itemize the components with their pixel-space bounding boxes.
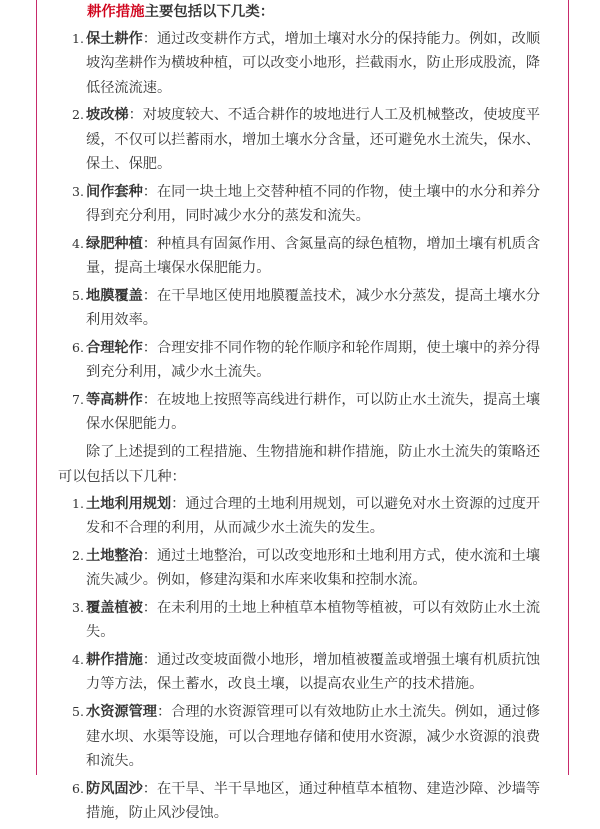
item-number: 5.: [72, 287, 84, 303]
list-item: [58, 103, 552, 176]
list-item: [58, 27, 552, 100]
item-number: 3.: [72, 600, 84, 616]
item-term: 地膜覆盖: [86, 287, 143, 304]
list-item: [58, 648, 552, 697]
list-item: [58, 492, 552, 541]
item-number: 5.: [72, 704, 84, 720]
list-item: [58, 336, 552, 385]
item-term: 等高耕作: [86, 392, 143, 409]
item-number: 1.: [72, 31, 84, 46]
item-text: ：合理安排不同作物的轮作顺序和轮作周期，使土壤中的养分得到充分利用，减少水土流失。: [86, 340, 541, 381]
item-term: 间作套种: [86, 183, 143, 200]
heading-highlight: 耕作措施: [87, 4, 145, 20]
item-term: 土地利用规划: [86, 495, 172, 512]
item-text: ：通过合理的土地利用规划，可以避免对水土资源的过度开发和不合理的利用，从而减少水土流失的发生。: [86, 495, 541, 537]
item-text: ：在干旱、半干旱地区，通过种植草本植物、建造沙障、沙墙等措施，防止风沙侵蚀。: [86, 780, 541, 821]
item-number: 3.: [72, 183, 84, 199]
item-term: 水资源管理: [86, 704, 157, 721]
list-item: [58, 700, 552, 773]
item-number: 6.: [72, 340, 84, 356]
item-term: 坡改梯: [86, 107, 129, 124]
left-border: [36, 0, 37, 775]
item-term: 绿肥种植: [86, 235, 143, 252]
item-term: 保土耕作: [86, 31, 143, 47]
article-content: [58, 2, 552, 829]
list-item: [58, 388, 552, 437]
item-number: 6.: [72, 780, 84, 796]
right-border: [568, 0, 569, 775]
item-number: 2.: [72, 107, 84, 123]
list-item: [58, 777, 552, 826]
item-number: 2.: [72, 547, 84, 563]
list-item: [58, 180, 552, 229]
tillage-measures-list: [58, 27, 552, 437]
item-number: 7.: [72, 392, 84, 408]
item-term: 覆盖植被: [86, 600, 143, 617]
other-strategies-list: [58, 492, 552, 825]
item-text: ：在未利用的土地上种植草本植物等植被，可以有效防止水土流失。: [86, 600, 541, 641]
item-number: 1.: [72, 495, 84, 511]
item-term: 耕作措施: [86, 652, 143, 669]
list-item: [58, 284, 552, 333]
item-text: ：通过改变坡面微小地形，增加植被覆盖或增强土壤有机质抗蚀力等方法，保土蓄水，改良土壤，以提高农业生产的技术措施。: [86, 652, 541, 693]
item-text: ：对坡度较大、不适合耕作的坡地进行人工及机械整改，使坡度平缓，不仅可以拦蓄雨水，增加土壤水分含量，还可避免水土流失，保水、保土、保肥。: [86, 107, 541, 172]
item-text: ：种植具有固氮作用、含氮量高的绿色植物，增加土壤有机质含量，提高土壤保水保肥能力。: [86, 235, 541, 277]
item-text: ：在同一块土地上交替种植不同的作物，使土壤中的水分和养分得到充分利用，同时减少水分的蒸发和流失。: [86, 183, 541, 225]
list-item: [58, 596, 552, 645]
item-text: ：在干旱地区使用地膜覆盖技术，减少水分蒸发，提高土壤水分利用效率。: [86, 287, 541, 329]
heading-rest: 主要包括以下几类：: [144, 4, 275, 20]
item-text: ：通过改变耕作方式，增加土壤对水分的保持能力。例如，改顺坡沟垄耕作为横坡种植，可以改变小地形，拦截雨水，防止形成股流，降低径流流速。: [86, 31, 541, 96]
item-term: 防风固沙: [86, 780, 143, 797]
list-item: [58, 544, 552, 593]
item-text: ：在坡地上按照等高线进行耕作，可以防止水土流失，提高土壤保水保肥能力。: [86, 392, 541, 433]
list-item: [58, 232, 552, 281]
intro-paragraph: 除了上述提到的工程措施、生物措施和耕作措施，防止水土流失的策略还可以包括以下几种：: [58, 444, 541, 485]
section-heading: [87, 2, 552, 22]
item-term: 土地整治: [86, 547, 143, 564]
item-text: ：合理的水资源管理可以有效地防止水土流失。例如，通过修建水坝、水渠等设施，可以合理地存储和使用水资源，减少水资源的浪费和流失。: [86, 704, 541, 769]
item-term: 合理轮作: [86, 340, 143, 357]
item-number: 4.: [72, 235, 84, 251]
item-text: ：通过土地整治，可以改变地形和土地利用方式，使水流和土壤流失减少。例如，修建沟渠和水库来收集和控制水流。: [86, 547, 541, 589]
item-number: 4.: [72, 652, 84, 668]
